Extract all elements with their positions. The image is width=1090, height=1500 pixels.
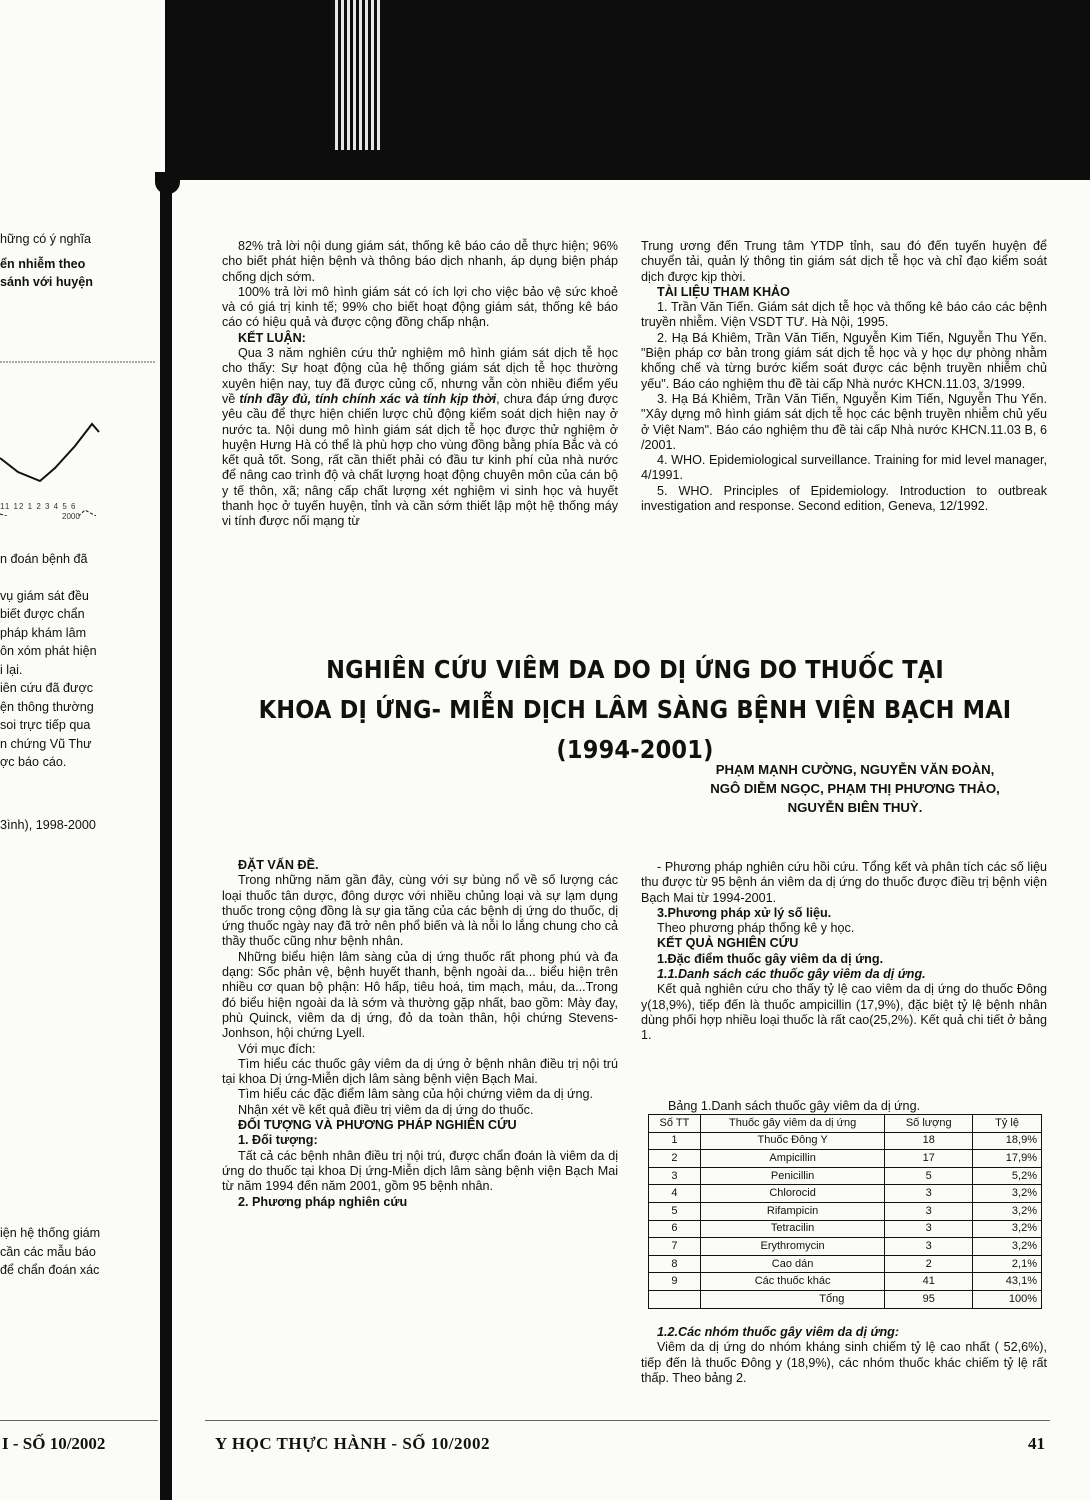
- table-cell: 17: [885, 1150, 973, 1168]
- left-strip-line: vụ giám sát đều: [0, 588, 89, 603]
- left-strip: [0, 230, 158, 1280]
- table-row: [649, 1255, 1042, 1273]
- left-strip-mid: [0, 550, 158, 772]
- paragraph: Trung ương đến Trung tâm YTDP tỉnh, sau đó đến tuyến huyện để chuyển tải, quản lý thông tin giám sát dịch tễ học và chỉ đạo kiểm soát dịch được kịp thời.: [641, 239, 1047, 284]
- paragraph: Tìm hiểu các đặc điểm lâm sàng của hội chứng viêm da dị ứng.: [238, 1087, 593, 1102]
- left-strip-line: biết được chẩn: [0, 607, 85, 621]
- table-cell: 95: [885, 1290, 973, 1308]
- authors: [640, 760, 1070, 817]
- left-strip-line: soi trực tiếp qua: [0, 718, 91, 732]
- section-heading: 3.Phương pháp xử lý số liệu.: [657, 905, 832, 920]
- table-cell: Thuốc Đông Y: [700, 1132, 884, 1150]
- table-cell: 3,2%: [973, 1185, 1042, 1203]
- paragraph: Với mục đích:: [238, 1041, 316, 1056]
- left-strip-axis-ticks: 11 12 1 2 3 4 5 6: [0, 501, 77, 511]
- left-strip-line: i lại.: [0, 662, 23, 677]
- author-line: NGUYỄN BIÊN THUỲ.: [787, 800, 923, 815]
- table-cell: Thuốc gây viêm da dị ứng: [700, 1115, 884, 1133]
- author-line: PHẠM MẠNH CƯỜNG, NGUYỄN VĂN ĐOÀN,: [715, 762, 995, 777]
- table-cell: 5,2%: [973, 1167, 1042, 1185]
- table-row: [649, 1185, 1042, 1203]
- table-cell: 5: [885, 1167, 973, 1185]
- table-cell: [649, 1290, 701, 1308]
- author-line: NGÔ DIỄM NGỌC, PHẠM THỊ PHƯƠNG THẢO,: [710, 781, 1000, 796]
- table-row: [649, 1167, 1042, 1185]
- table-cell: Số TT: [649, 1115, 701, 1133]
- paragraph: Tất cả các bệnh nhân điều trị nội trú, được chẩn đoán là viêm da dị ứng do thuốc tại khoa Dị ứng-Miễn dịch lâm sàng bệnh viện Bạch Mai từ năm 1994 đến năm 2001, gồm 95 bệnh nhân.: [222, 1148, 618, 1194]
- table-cell: 43,1%: [973, 1273, 1042, 1291]
- section-heading: 2. Phương pháp nghiên cứu: [238, 1194, 408, 1209]
- journal-footer: Y HỌC THỰC HÀNH - SỐ 10/2002: [215, 1434, 490, 1453]
- page-spine: [160, 180, 172, 1500]
- table-cell: Penicillin: [700, 1167, 884, 1185]
- table-cell: 18: [885, 1132, 973, 1150]
- table-cell: Erythromycin: [700, 1238, 884, 1256]
- left-strip-line: ển nhiễm theo: [0, 256, 86, 271]
- table-cell: 1: [649, 1132, 701, 1150]
- table-cell: Chlorocid: [700, 1185, 884, 1203]
- left-strip-line: pháp khám lâm: [0, 625, 87, 640]
- paragraph: 5. WHO. Principles of Epidemiology. Introduction to outbreak investigation and response. Second edition, Geneva, 12/1992.: [641, 483, 1047, 514]
- left-strip-line: n đoán bệnh đã: [0, 551, 88, 566]
- table-cell: 3,2%: [973, 1202, 1042, 1220]
- paragraph: Những biểu hiện lâm sàng của dị ứng thuốc rất phong phú và đa dạng: Sốc phản vệ, bệnh huyết thanh, bệnh ngoài da... biểu hiện trên nhiều cơ quan bộ phận: Hô hấp, tiêu hoá, tim mạch, máu, da...Trong đó biểu hiện ngoài da là sớm và thường gặp nhất, bao gồm: Mày đay, phù Quinck, viêm da dị ứng, đỏ da toàn thân, hội chứng Stevens-Jonhson, hội chứng Lyell.: [222, 949, 618, 1041]
- paragraph: 82% trả lời nội dung giám sát, thống kê báo cáo dễ thực hiện; 96% cho biết phát hiện bệnh và thông báo dịch nhanh, áp dụng biện pháp chống dịch sớm.: [222, 239, 618, 284]
- left-strip-line: hững có ý nghĩa: [0, 232, 92, 246]
- page-number: 41: [1028, 1434, 1045, 1453]
- left-strip-top: [0, 230, 158, 249]
- left-strip-line: iện hệ thống giám: [0, 1226, 101, 1240]
- paragraph: 4. WHO. Epidemiological surveillance. Training for mid level manager, 4/1991.: [641, 453, 1047, 483]
- paragraph: Qua 3 năm nghiên cứu thử nghiệm mô hình giám sát dịch tễ học cho thấy: Sự hoạt động của hệ thống giám sát dịch tễ học thường xuyên hiện nay, tuy đã được củng cố, nhưng vẫn còn nhiều điểm yếu về tính đầy đủ, tính chính xác và tính kịp thời, chưa đáp ứng được yêu cầu để thực hiện chiến lược chủ động kiểm soát dịch hiện nay ở nước ta. Nội dung mô hình giám sát dịch tễ học được thử nghiệm ở huyện Hưng Hà có thể là phù hợp cho vùng đồng bằng phía Bắc và có kết quả tốt. Song, rất cần thiết phải có đầu tư kinh phí của nhà nước để nâng cao trình độ và chất lượng hoạt động chuyên môn của cán bộ y tế thôn, xã; nâng cấp chất lượng xét nghiệm vi sinh học và huyết thanh học ở tuyến huyện, tỉnh và cần sớm thiết lập một hệ thống máy vi tính được nối mạng từ: [222, 346, 618, 529]
- paragraph: Nhận xét về kết quả điều trị viêm da dị ứng do thuốc.: [238, 1102, 534, 1117]
- table-cell: Tetracilin: [700, 1220, 884, 1238]
- left-strip-line: sánh với huyện: [0, 275, 93, 289]
- table-cell: 3,2%: [973, 1220, 1042, 1238]
- left-footer: I - SỐ 10/2002: [2, 1434, 106, 1453]
- after-table-text: [641, 1325, 1047, 1386]
- paragraph: Theo phương pháp thống kê y học.: [657, 921, 855, 936]
- paragraph: Trong những năm gần đây, cùng với sự bùng nổ về số lượng các loại thuốc tân dược, đông dược với nhiều chủng loại và sự lạm dụng thuốc trong cộng đồng là sự gia tăng của các bệnh dị ứng do thuốc, dị ứng thuốc ngày nay đã trở nên phổ biến và là nỗi lo lắng chung cho cả thầy thuốc cũng như bệnh nhân.: [222, 873, 618, 949]
- bottom-right-column: [641, 860, 1047, 1044]
- table-cell: Tổng: [700, 1290, 884, 1308]
- left-strip-line: ôn xóm phát hiện: [0, 644, 97, 658]
- table-total-row: [649, 1290, 1042, 1308]
- left-strip-bottom: [0, 1224, 158, 1280]
- table-cell: 3: [885, 1238, 973, 1256]
- table-cell: 2,1%: [973, 1255, 1042, 1273]
- table-cell: 3: [885, 1202, 973, 1220]
- paragraph: 3. Hạ Bá Khiêm, Trần Văn Tiến, Nguyễn Kim Tiến, Nguyễn Thu Yến. "Xây dựng mô hình giám sát dịch tễ học các bệnh truyền nhiễm chủ yếu ở Việt Nam". Báo cáo nghiệm thu đề tài cấp Nhà nước KHCN.11.03 B, 6 /2001.: [641, 391, 1047, 452]
- section-heading: KẾT LUẬN:: [238, 330, 306, 345]
- top-left-column: [222, 239, 618, 530]
- left-strip-line: iên cứu đã được: [0, 681, 94, 695]
- table-row: [649, 1273, 1042, 1291]
- left-strip-heading: [0, 255, 158, 292]
- paragraph: - Phương pháp nghiên cứu hồi cứu. Tổng kết và phân tích các số liệu thu được từ 95 bệnh án viêm da dị ứng do thuốc được điều trị bệnh viện Bạch Mai từ 1994-2001.: [641, 860, 1047, 905]
- section-heading: 1.1.Danh sách các thuốc gây viêm da dị ứng.: [657, 967, 926, 982]
- table-cell: 2: [885, 1255, 973, 1273]
- table-cell: Ampicillin: [700, 1150, 884, 1168]
- title-line-2: KHOA DỊ ỨNG- MIỄN DỊCH LÂM SÀNG BỆNH VIỆN BẠCH MAI (1994-2001): [258, 695, 1012, 764]
- paragraph: 1. Trần Văn Tiến. Giám sát dịch tễ học và thống kê báo cáo các bệnh truyền nhiễm. Viện VSDT TƯ. Hà Nội, 1995.: [641, 300, 1047, 330]
- bottom-left-column: [222, 858, 618, 1210]
- left-strip-region: 3ình), 1998-2000: [0, 817, 96, 832]
- table-row: [649, 1132, 1042, 1150]
- emphasis: tính đầy đủ, tính chính xác và tính kịp thời: [239, 391, 497, 406]
- footer-rule: [205, 1420, 1050, 1421]
- table1: [648, 1114, 1042, 1309]
- title-line-1: NGHIÊN CỨU VIÊM DA DO DỊ ỨNG DO THUỐC TẠI: [326, 655, 944, 684]
- table-cell: 5: [649, 1202, 701, 1220]
- table-cell: 7: [649, 1238, 701, 1256]
- left-strip-line: ện thông thường: [0, 699, 94, 714]
- paragraph: Tìm hiểu các thuốc gây viêm da dị ứng ở bệnh nhân điều trị nội trú tại khoa Dị ứng-Miễn dịch lâm sàng bệnh viện Bạch Mai.: [222, 1056, 618, 1087]
- table-cell: Số lượng: [885, 1115, 973, 1133]
- article-title: [226, 650, 1045, 770]
- table-cell: 41: [885, 1273, 973, 1291]
- section-heading: 1.2.Các nhóm thuốc gây viêm da dị ứng:: [657, 1325, 900, 1339]
- left-strip-line: [0, 568, 158, 587]
- table-cell: 9: [649, 1273, 701, 1291]
- table-cell: 17,9%: [973, 1150, 1042, 1168]
- table-cell: 18,9%: [973, 1132, 1042, 1150]
- table-cell: 3,2%: [973, 1238, 1042, 1256]
- left-footer-rule: [0, 1420, 158, 1421]
- left-strip-line: n chứng Vũ Thư: [0, 736, 92, 751]
- section-heading: ĐỐI TƯỢNG VÀ PHƯƠNG PHÁP NGHIÊN CỨU: [238, 1118, 517, 1133]
- table-row: [649, 1220, 1042, 1238]
- section-heading: KẾT QUẢ NGHIÊN CỨU: [657, 936, 799, 951]
- left-strip-line: cần các mẫu báo: [0, 1244, 96, 1259]
- section-heading: 1. Đối tượng:: [238, 1133, 318, 1148]
- table-cell: 3: [885, 1220, 973, 1238]
- table-row: [649, 1238, 1042, 1256]
- left-strip-line: ợc báo cáo.: [0, 755, 67, 769]
- table-cell: Cao dán: [700, 1255, 884, 1273]
- table-cell: 3: [885, 1185, 973, 1203]
- table-row: [649, 1202, 1042, 1220]
- table-cell: Tỷ lệ: [973, 1115, 1042, 1133]
- table-header-row: [649, 1115, 1042, 1133]
- section-heading: TÀI LIỆU THAM KHẢO: [657, 284, 790, 299]
- top-black-band: [165, 0, 1090, 180]
- binding-stripes: [335, 0, 383, 150]
- table-cell: 100%: [973, 1290, 1042, 1308]
- table-cell: 8: [649, 1255, 701, 1273]
- paragraph: 2. Hạ Bá Khiêm, Trần Văn Tiến, Nguyễn Kim Tiến, Nguyễn Thu Yến. "Biện pháp cơ bản trong giám sát dịch tễ học và y học dự phòng nhằm khống chế và từng bước kiểm soát được các bệnh truyền nhiễm chủ yếu". Báo cáo nghiệm thu đề tài cấp Nhà nước KHCN.11.03, 3/1999.: [641, 330, 1047, 391]
- section-heading: ĐẶT VẤN ĐỀ.: [238, 858, 319, 872]
- table1-caption: Bảng 1.Danh sách thuốc gây viêm da dị ứng.: [668, 1099, 921, 1113]
- table-cell: 6: [649, 1220, 701, 1238]
- section-heading: 1.Đặc điểm thuốc gây viêm da dị ứng.: [657, 951, 884, 966]
- left-strip-axis-year: 2000: [62, 511, 80, 521]
- table-cell: Rifampicin: [700, 1202, 884, 1220]
- left-strip-line: để chẩn đoán xác: [0, 1263, 100, 1277]
- table-cell: Các thuốc khác: [700, 1273, 884, 1291]
- table-row: [649, 1150, 1042, 1168]
- table-cell: 3: [649, 1167, 701, 1185]
- top-right-column: [641, 239, 1047, 514]
- table-cell: 2: [649, 1150, 701, 1168]
- left-strip-chart: [0, 296, 160, 516]
- table-cell: 4: [649, 1185, 701, 1203]
- table1-block: [648, 1099, 1044, 1309]
- paragraph: Viêm da dị ứng do nhóm kháng sinh chiếm tỷ lệ cao nhất ( 52,6%), tiếp đến là thuốc Đông y (18,9%), các nhóm thuốc khác chiếm tỷ lệ rất thấp. Theo bảng 2.: [641, 1340, 1047, 1385]
- paragraph: 100% trả lời mô hình giám sát có ích lợi cho việc bảo vệ sức khoẻ và có giá trị kinh tế; 99% cho biết hoạt động giám sát, thống kê báo cáo có hiệu quả và được cộng đồng chấp nhận.: [222, 284, 618, 330]
- paragraph: Kết quả nghiên cứu cho thấy tỷ lệ cao viêm da dị ứng do thuốc Đông y(18,9%), tiếp đến là thuốc ampicillin (17,9%), đặc biệt tỷ lệ bệnh nhân dùng phối hợp nhiều loại thuốc là rất cao(25,2%). Kết quả chi tiết ở bảng 1.: [641, 982, 1047, 1043]
